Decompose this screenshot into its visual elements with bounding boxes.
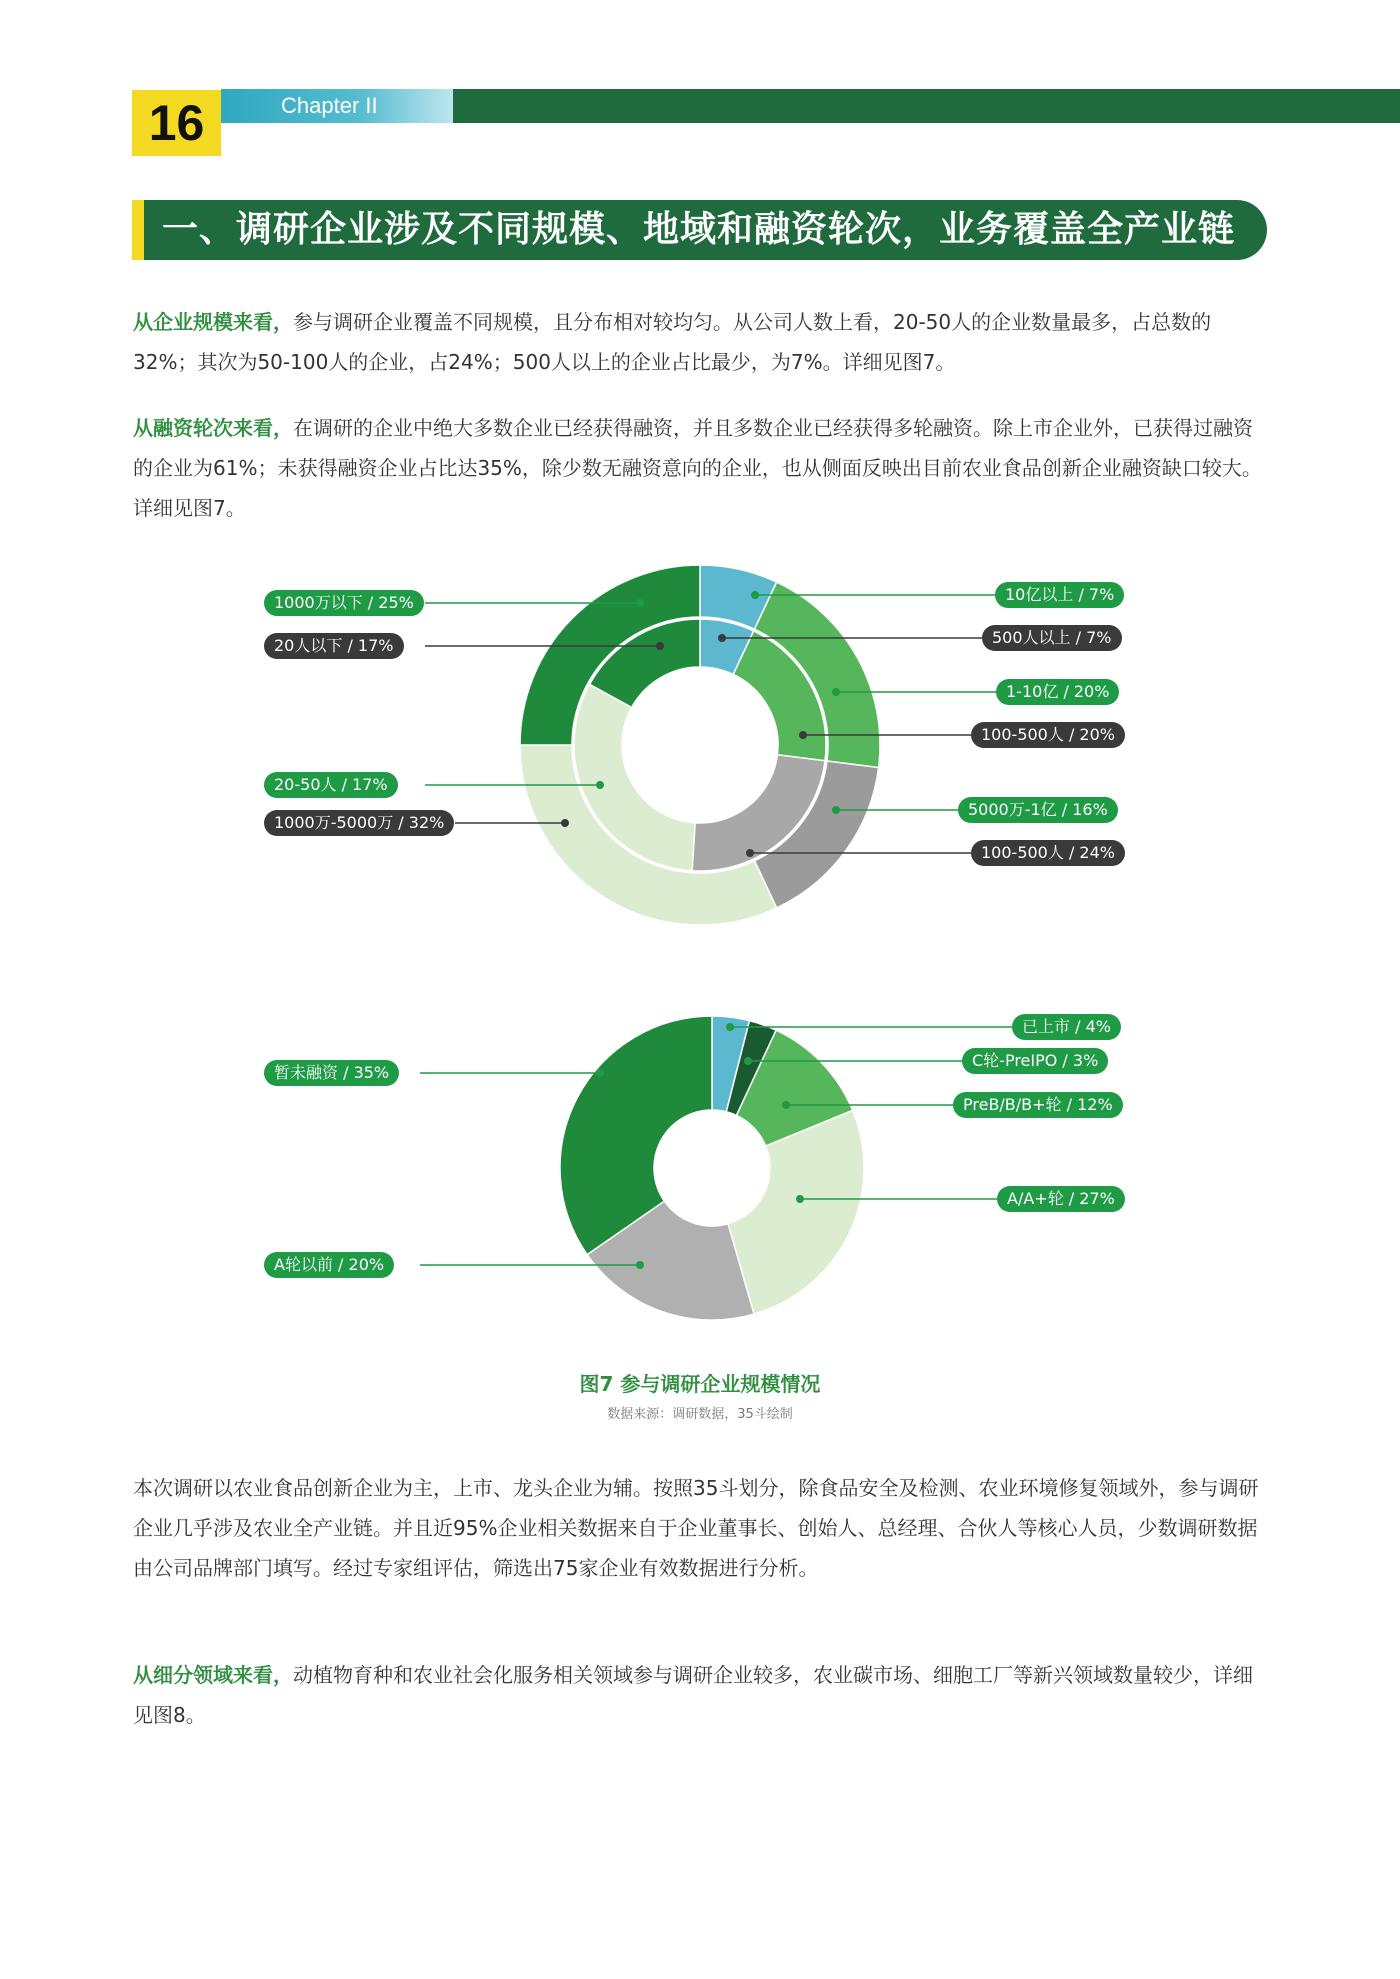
callout-dot: [561, 819, 569, 827]
page-number: 16: [132, 90, 221, 156]
callout-label: 暂未融资 / 35%: [264, 1060, 399, 1086]
callout-label: 20人以下 / 17%: [264, 633, 404, 659]
callout-dot: [782, 1101, 790, 1109]
paragraph-financing: [133, 408, 1268, 528]
callout-dot: [746, 849, 754, 857]
paragraph-body: 动植物育种和农业社会化服务相关领域参与调研企业较多，农业碳市场、细胞工厂等新兴领域数量较少，详细见图8。: [133, 1663, 1253, 1727]
paragraph-body: 在调研的企业中绝大多数企业已经获得融资，并且多数企业已经获得多轮融资。除上市企业外，已获得过融资的企业为61%；未获得融资企业占比达35%，除少数无融资意向的企业，也从侧面反映出目前农业食品创新企业融资缺口较大。详细见图7。: [133, 416, 1262, 520]
caption-title: 图7 参与调研企业规模情况: [579, 1372, 821, 1396]
callout-dot: [656, 642, 664, 650]
callout-label: 5000万-1亿 / 16%: [958, 797, 1118, 823]
chart-financing-rounds: [0, 1000, 1400, 1330]
callout-dot: [636, 1261, 644, 1269]
callout-label: 100-500人 / 24%: [971, 840, 1125, 866]
callout-dot: [596, 781, 604, 789]
financing-ring-slice: [560, 1016, 712, 1255]
paragraph-lead: 从企业规模来看，: [133, 310, 293, 334]
section-title: 一、调研企业涉及不同规模、地域和融资轮次，业务覆盖全产业链: [132, 200, 1267, 260]
paragraph-survey: [133, 1468, 1268, 1588]
header-bar: [453, 89, 1400, 123]
callout-label: A轮以前 / 20%: [264, 1252, 394, 1278]
chart2-svg: [0, 1000, 1400, 1330]
callout-label: 1000万以下 / 25%: [264, 590, 424, 616]
paragraph-body: 参与调研企业覆盖不同规模，且分布相对较均匀。从公司人数上看，20-50人的企业数量最多，占总数的32%；其次为50-100人的企业，占24%；500人以上的企业占比最少，为7%。详细见图7。: [133, 310, 1212, 374]
callout-label: 100-500人 / 20%: [971, 722, 1125, 748]
callout-label: 1000万-5000万 / 32%: [264, 810, 454, 836]
callout-dot: [744, 1057, 752, 1065]
paragraph-fields: [133, 1655, 1268, 1735]
paragraph-lead: 从细分领域来看，: [133, 1663, 293, 1687]
paragraph-body: 本次调研以农业食品创新企业为主，上市、龙头企业为辅。按照35斗划分，除食品安全及检测、农业环境修复领域外，参与调研企业几乎涉及农业全产业链。并且近95%企业相关数据来自于企业董事长、创始人、总经理、合伙人等核心人员，少数调研数据由公司品牌部门填写。经过专家组评估，筛选出75家企业有效数据进行分析。: [133, 1476, 1259, 1580]
chart1-svg: [0, 560, 1400, 940]
paragraph-scale: [133, 302, 1268, 382]
callout-dot: [832, 806, 840, 814]
callout-dot: [718, 634, 726, 642]
callout-dot: [751, 591, 759, 599]
callout-label: C轮-PreIPO / 3%: [962, 1048, 1108, 1074]
callout-dot: [796, 1195, 804, 1203]
figure-caption: [0, 1368, 1400, 1422]
callout-dot: [799, 731, 807, 739]
callout-dot: [726, 1023, 734, 1031]
callout-label: PreB/B/B+轮 / 12%: [953, 1092, 1123, 1118]
callout-label: 20-50人 / 17%: [264, 772, 398, 798]
chart-company-scale: [0, 560, 1400, 940]
financing-ring-slice: [728, 1110, 864, 1314]
chapter-label: Chapter II: [221, 89, 453, 123]
callout-dot: [596, 1069, 604, 1077]
callout-label: 1-10亿 / 20%: [996, 679, 1119, 705]
caption-source: 数据来源：调研数据，35斗绘制: [607, 1407, 793, 1422]
callout-label: 10亿以上 / 7%: [995, 582, 1124, 608]
paragraph-lead: 从融资轮次来看，: [133, 416, 293, 440]
callout-dot: [832, 688, 840, 696]
callout-label: A/A+轮 / 27%: [997, 1186, 1125, 1212]
callout-label: 已上市 / 4%: [1012, 1014, 1121, 1040]
callout-label: 500人以上 / 7%: [982, 625, 1122, 651]
callout-dot: [636, 599, 644, 607]
